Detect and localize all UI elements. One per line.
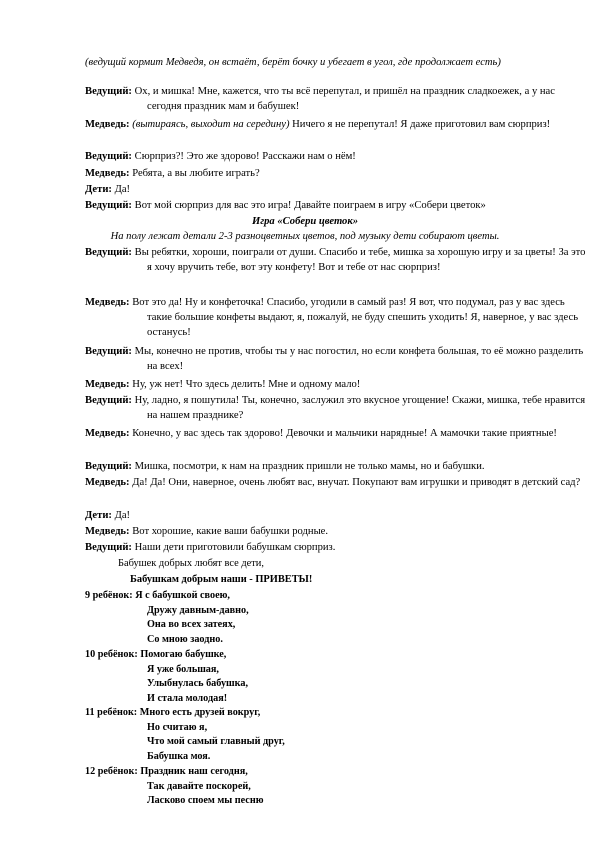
speaker-label: Дети: xyxy=(85,510,112,521)
speaker-label: Ведущий: xyxy=(85,151,132,162)
speaker-label: Медведь: xyxy=(85,119,130,130)
replica-text: Ох, и мишка! Мне, кажется, что ты всё перепутал, и пришёл на праздник сладкоежек, а у нас сегодня праздник мам и бабушек! xyxy=(134,86,555,112)
replica xyxy=(85,183,587,198)
speaker-label: Ведущий: xyxy=(85,247,132,258)
speaker-label: 12 ребёнок: xyxy=(85,766,138,777)
replica-text: Ну, ладно, я пошутила! Ты, конечно, заслужил это вкусное угощение! Скажи, мишка, тебе нравится на нашем празднике? xyxy=(134,395,586,421)
replica xyxy=(85,246,587,276)
verse-block xyxy=(85,765,525,809)
verse-block xyxy=(85,648,525,706)
speaker-label: Дети: xyxy=(85,184,112,195)
replica-text: Вы ребятки, хороши, поиграли от души. Спасибо и тебе, мишка за хорошую игру и за цветы! За это я хочу вручить тебе, вот эту конфету! Вот и тебе от нас сюрприз! xyxy=(134,247,586,273)
replica xyxy=(85,460,587,475)
replica-text: Наши дети приготовили бабушкам сюрприз. xyxy=(134,542,336,553)
game-description: На полу лежат детали 2-3 разноцветных цветов, под музыку дети собирают цветы. xyxy=(110,231,500,242)
replica xyxy=(85,476,587,491)
replica xyxy=(85,378,587,393)
verse-line: Но считаю я, xyxy=(147,721,208,733)
replica xyxy=(85,167,587,182)
verse-line: Что мой самый главный друг, xyxy=(147,736,285,748)
stage-direction: (вытираясь, выходит на середину) xyxy=(132,119,290,130)
replica-text: Да! xyxy=(114,510,131,521)
verse-line: Праздник наш сегодня, xyxy=(140,766,248,777)
verse-line: Много есть друзей вокруг, xyxy=(139,707,261,718)
stage-direction: (ведущий кормит Медведя, он встаёт, берёт бочку и убегает в угол, где продолжает есть) xyxy=(85,57,501,68)
speaker-label: Ведущий: xyxy=(85,542,132,553)
replica-text: Вот это да! Ну и конфеточка! Спасибо, угодили в самый раз! Я вот, что подумал, раз у вас здесь такие большие конфеты выдают, я, пожалуй, не буду спешить уходить! Я, наверное, у вас здесь останусь! xyxy=(132,297,579,338)
speaker-label: 11 ребёнок: xyxy=(85,707,138,718)
replica-text: Вот мой сюрприз для вас это игра! Давайте поиграем в игру «Собери цветок» xyxy=(134,200,486,211)
speaker-label: Медведь: xyxy=(85,379,130,390)
speaker-label: Ведущий: xyxy=(85,200,132,211)
speaker-label: Медведь: xyxy=(85,428,130,439)
replica xyxy=(85,525,587,540)
speaker-label: Ведущий: xyxy=(85,395,132,406)
game-title: Игра «Собери цветок» xyxy=(251,216,359,227)
replica xyxy=(85,541,587,556)
replica-text: Вот хорошие, какие ваши бабушки родные. xyxy=(132,526,329,537)
verse-line: Дружу давным-давно, xyxy=(147,604,249,616)
verse-line: Я с бабушкой своею, xyxy=(135,590,230,601)
replica-text: Ребята, а вы любите играть? xyxy=(132,168,260,179)
replica xyxy=(85,118,587,133)
replica xyxy=(85,150,587,165)
verse-line: И стала молодая! xyxy=(147,692,228,704)
verse-line: Со мною заодно. xyxy=(147,633,223,645)
replica xyxy=(85,85,587,115)
speaker-label: Медведь: xyxy=(85,477,130,488)
verse-line: Ласково споем мы песню xyxy=(147,795,264,807)
replica xyxy=(85,345,587,375)
verse-line: Так давайте поскорей, xyxy=(147,780,251,792)
text-line: Бабушек добрых любят все дети, xyxy=(118,558,264,569)
replica-text: Ну, уж нет! Что здесь делить! Мне и одному мало! xyxy=(132,379,361,390)
speaker-label: Ведущий: xyxy=(85,461,132,472)
replica xyxy=(85,509,587,524)
verse-line: Она во всех затеях, xyxy=(147,619,236,631)
replica xyxy=(85,427,587,442)
text-line: Бабушкам добрым наши - ПРИВЕТЫ! xyxy=(130,574,313,585)
replica xyxy=(85,394,587,424)
replica-text: Да! xyxy=(114,184,131,195)
speaker-label: Медведь: xyxy=(85,297,130,308)
speaker-label: 10 ребёнок: xyxy=(85,649,138,660)
speaker-label: Ведущий: xyxy=(85,346,132,357)
speaker-label: Медведь: xyxy=(85,526,130,537)
replica-text: Сюрприз?! Это же здорово! Расскажи нам о нём! xyxy=(134,151,356,162)
replica-text: Мы, конечно не против, чтобы ты у нас погостил, но если конфета большая, то её можно разделить на всех! xyxy=(134,346,584,372)
speaker-label: Ведущий: xyxy=(85,86,132,97)
verse-block xyxy=(85,589,525,647)
verse-line: Я уже большая, xyxy=(147,663,219,675)
verse-line: Улыбнулась бабушка, xyxy=(147,678,249,690)
speaker-label: Медведь: xyxy=(85,168,130,179)
verse-block xyxy=(85,706,525,764)
replica-text: Конечно, у вас здесь так здорово! Девочки и мальчики нарядные! А мамочки такие приятные! xyxy=(132,428,557,439)
replica xyxy=(85,199,587,214)
replica xyxy=(85,296,587,340)
replica-text: Мишка, посмотри, к нам на праздник пришли не только мамы, но и бабушки. xyxy=(134,461,485,472)
replica-text: Да! Да! Они, наверное, очень любят вас, внучат. Покупают вам игрушки и приводят в детский сад? xyxy=(132,477,581,488)
speaker-label: 9 ребёнок: xyxy=(85,590,133,601)
verse-line: Помогаю бабушке, xyxy=(140,649,227,660)
verse-line: Бабушка моя. xyxy=(147,750,211,762)
replica-text: Ничего я не перепутал! Я даже приготовил вам сюрприз! xyxy=(292,119,551,130)
